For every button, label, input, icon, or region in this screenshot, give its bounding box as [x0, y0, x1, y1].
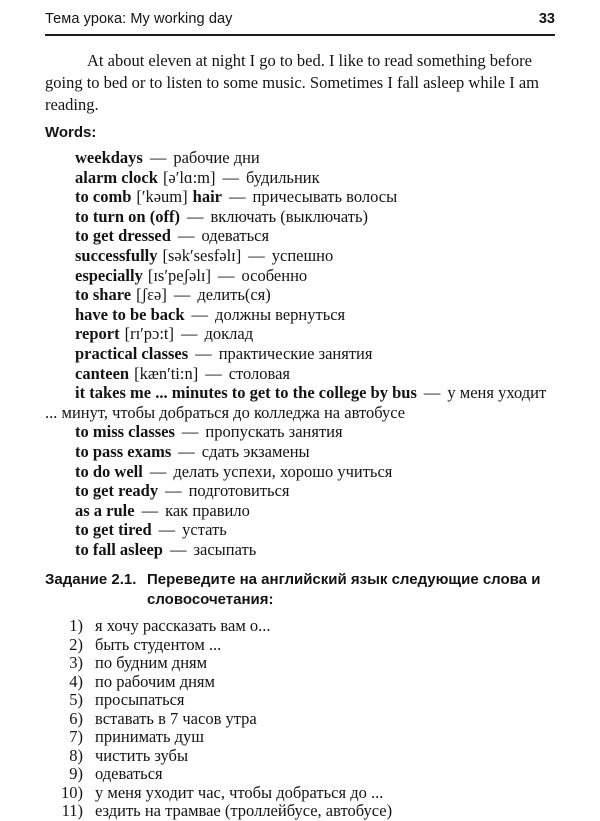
vocab-term: to do well [75, 461, 143, 481]
words-heading: Words: [45, 124, 97, 141]
vocab-entry [45, 344, 555, 364]
exercise-item [45, 710, 555, 729]
exercise-number: 1) [69, 616, 83, 636]
vocab-transcription: [′kəum] [136, 187, 188, 207]
vocab-translation: как правило [165, 500, 250, 520]
vocab-transcription: [ʃɛə] [136, 285, 167, 305]
vocab-translation: особенно [241, 265, 308, 285]
vocab-translation: сдать экзамены [201, 441, 310, 461]
vocab-entry [45, 364, 555, 384]
vocab-translation: доклад [204, 324, 254, 344]
exercise-item [45, 673, 555, 692]
vocab-entry [45, 422, 555, 442]
vocab-term: to share [75, 285, 132, 305]
exercise-text: у меня уходит час, чтобы добраться до ... [95, 782, 384, 802]
vocab-term: practical classes [75, 343, 189, 363]
vocab-entry [45, 285, 555, 305]
exercise-item [45, 802, 555, 821]
exercise-text: принимать душ [95, 727, 205, 747]
vocab-term: especially [75, 265, 143, 285]
exercise-text: по рабочим дням [95, 671, 215, 691]
exercise-item [45, 747, 555, 766]
vocab-dash: — [181, 324, 198, 344]
exercise-text: быть студентом ... [95, 634, 222, 654]
exercise-item [45, 617, 555, 636]
vocab-translation: успешно [271, 245, 334, 265]
exercise-number: 2) [69, 634, 83, 654]
vocab-term: it takes me ... minutes to get to the college by bus [75, 383, 417, 403]
exercise-number: 9) [69, 764, 83, 784]
vocab-term: as a rule [75, 500, 135, 520]
exercise-item [45, 636, 555, 655]
page-header [45, 10, 555, 36]
exercise-list [45, 617, 555, 821]
exercise-text: чистить зубы [95, 745, 189, 765]
vocab-translation: включать (выключать) [210, 206, 368, 226]
vocab-translation: делить(ся) [197, 285, 271, 305]
vocab-translation: практические занятия [218, 343, 373, 363]
vocab-term: weekdays [75, 148, 143, 167]
vocab-translation: подготовиться [188, 481, 290, 501]
exercise-text: я хочу рассказать вам о... [95, 616, 271, 636]
vocab-term: alarm clock [75, 167, 158, 187]
vocab-dash: — [165, 481, 182, 501]
vocab-term: report [75, 324, 120, 344]
vocab-translation: одеваться [201, 226, 270, 246]
exercise-text: вставать в 7 часов утра [95, 708, 257, 728]
vocab-translation: должны вернуться [215, 304, 346, 324]
exercise-number: 7) [69, 727, 83, 747]
vocab-dash: — [178, 441, 195, 461]
vocab-term: to miss classes [75, 422, 175, 442]
exercise-text: ездить на трамвае (троллейбусе, автобусе) [95, 801, 393, 821]
vocab-dash: — [181, 422, 199, 442]
vocab-dash: — [186, 206, 204, 226]
vocab-entry [45, 148, 555, 168]
vocab-term: to get dressed [75, 226, 171, 246]
intro-paragraph: At about eleven at night I go to bed. I like to read something before going to bed or to listen to some music. Sometimes I fall asleep while I am reading. [45, 51, 539, 114]
vocab-term-continued: hair [192, 187, 222, 207]
vocab-dash: — [191, 304, 209, 324]
vocab-entry [45, 207, 555, 227]
exercise-number: 3) [69, 653, 83, 673]
vocab-translation: устать [182, 520, 227, 540]
vocab-entry [45, 187, 555, 207]
vocab-transcription: [rɪ′pɔ:t] [124, 324, 175, 344]
vocab-entry [45, 246, 555, 266]
vocab-transcription: [kæn′ti:n] [134, 363, 199, 383]
vocab-transcription: [ɪs′peʃəlɪ] [147, 265, 211, 285]
exercise-number: 11) [61, 801, 83, 821]
exercise-item [45, 691, 555, 710]
vocab-entry [45, 520, 555, 540]
vocab-entry [45, 383, 555, 422]
vocab-dash: — [218, 265, 235, 285]
vocab-transcription: [sək′sesfəlɪ] [162, 245, 242, 265]
vocab-translation: у меня уходит ... минут, чтобы добраться до колледжа на автобусе [45, 383, 547, 422]
exercise-item [45, 728, 555, 747]
vocab-dash: — [141, 500, 159, 520]
vocab-entry [45, 266, 555, 286]
vocab-dash: — [228, 187, 246, 207]
vocab-entry [45, 226, 555, 246]
exercise-number: 6) [69, 708, 83, 728]
vocab-dash: — [173, 285, 191, 305]
vocab-translation: пропускать занятия [205, 422, 343, 442]
vocab-term: to pass exams [75, 441, 172, 461]
vocab-dash: — [222, 167, 239, 187]
vocab-term: successfully [75, 245, 158, 265]
vocab-dash: — [248, 245, 265, 265]
vocab-entry [45, 305, 555, 325]
vocab-dash: — [177, 226, 195, 246]
vocab-entry [45, 442, 555, 462]
exercise-number: 8) [69, 745, 83, 765]
vocab-translation: будильник [246, 167, 320, 187]
vocab-term: to get ready [75, 481, 159, 501]
exercise-item [45, 765, 555, 784]
vocab-entry [45, 324, 555, 344]
exercise-text: по будним дням [95, 653, 208, 673]
vocab-dash: — [195, 343, 212, 363]
vocab-entry [45, 462, 555, 482]
vocab-term: canteen [75, 363, 130, 383]
vocab-entry [45, 540, 555, 560]
exercise-item [45, 654, 555, 673]
vocab-term: have to be back [75, 304, 185, 324]
vocab-translation: столовая [228, 363, 291, 383]
vocab-dash: — [149, 461, 167, 481]
vocab-translation: рабочие дни [173, 148, 260, 167]
vocab-dash: — [423, 383, 441, 403]
exercise-text: просыпаться [95, 690, 185, 710]
exercise-number: 5) [69, 690, 83, 710]
vocab-entry [45, 168, 555, 188]
vocab-term: to comb [75, 187, 132, 207]
vocab-dash: — [205, 363, 222, 383]
lesson-topic: Тема урока: My working day [45, 11, 233, 27]
task-label: Задание 2.1. [45, 571, 137, 589]
vocab-dash: — [158, 520, 176, 540]
vocab-entry [45, 481, 555, 501]
vocab-term: to get tired [75, 520, 152, 540]
vocabulary-list [45, 148, 555, 559]
vocab-term: to turn on (off) [75, 206, 180, 226]
vocab-translation: причесывать волосы [252, 187, 398, 207]
vocab-term: to fall asleep [75, 539, 163, 559]
vocab-dash: — [149, 148, 167, 167]
vocab-translation: делать успехи, хорошо учиться [173, 461, 393, 481]
exercise-number: 10) [61, 782, 83, 802]
page-number: 33 [538, 11, 555, 27]
exercise-number: 4) [69, 671, 83, 691]
task-header [45, 570, 555, 610]
vocab-dash: — [170, 539, 187, 559]
task-instruction: Переведите на английский язык следующие слова и словосочетания: [147, 571, 541, 609]
vocab-translation: засыпать [193, 539, 257, 559]
exercise-text: одеваться [95, 764, 163, 784]
vocab-entry [45, 501, 555, 521]
vocab-transcription: [ə′lɑ:m] [162, 167, 216, 187]
